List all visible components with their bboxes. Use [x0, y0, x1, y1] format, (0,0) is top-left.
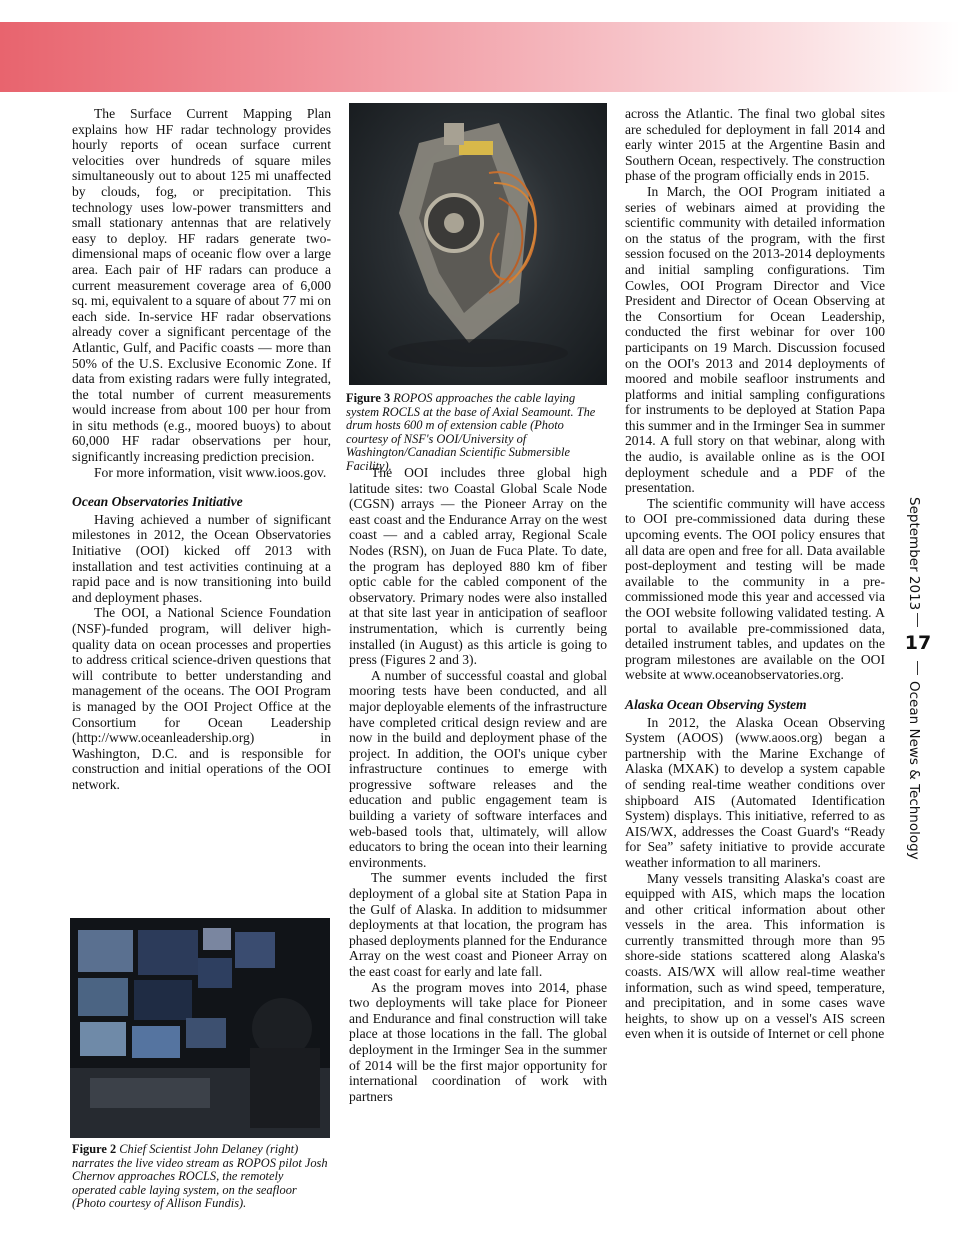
paragraph: across the Atlantic. The final two global sites are scheduled for deployment in fall 2014 and early winter 2015 at the Argentine Basin and Southern Ocean, respectively. The construction phase of the program officially ends in 2015.	[625, 106, 885, 184]
section-heading: Alaska Ocean Observing System	[625, 696, 807, 712]
article-column-1	[72, 106, 331, 793]
rov-illustration	[349, 103, 607, 385]
figure-3-caption	[346, 392, 606, 474]
paragraph: In 2012, the Alaska Ocean Observing System (AOOS) (www.aoos.org) began a partnership with the Marine Exchange of Alaska (MXAK) to develop a system capable of sending real-time weather conditions over shipboard AIS (Automated Identification System) displays. This initiative, referred to as AIS/WX, addresses the Coast Guard's “Ready for Sea” safety initiative to provide accurate weather information to all mariners.	[625, 714, 885, 870]
paragraph: The Surface Current Mapping Plan explains how HF radar technology provides hourly reports of ocean surface current velocities over hundreds of square miles simultaneously out to about 125 mi unaffected by clouds, fog, or precipitation. This technology uses low-power transmitters and small stationary antennas that are relatively easy to deploy. HF radars generate two-dimensional maps of oceanic flow over a large area. Each pair of HF radars can produce a current measurement coverage area of 6,000 sq. mi, equivalent to a square of about 77 mi on each side. In-service HF radar observations already cover a significant percentage of the Atlantic, Gulf, and Pacific coasts — more than 50% of the U.S. Exclusive Economic Zone. If data from existing radars were fully integrated, the total number of current measurements would increase from about 100 per hour from in situ methods (e.g., moored buoys) to about 60,000 HF radar observations per hour, significantly increasing prediction precision.	[72, 106, 331, 465]
page-sidebar	[900, 495, 936, 860]
paragraph: As the program moves into 2014, phase two deployments will take place for Pioneer and Endurance and final construction will take place at those locations in the fall. The global deployment in the Irminger Sea in the summer of 2014 will be the first major opportunity for international coordination of work with partners	[349, 979, 607, 1104]
magazine-name: Ocean News & Technology	[906, 681, 922, 860]
divider	[917, 613, 918, 627]
paragraph: The OOI includes three global high latitude sites: two Coastal Global Scale Node (CGSN) arrays — the Pioneer Array on the east coast and the Endurance Array on the west coast — and a cabled array, Regional Scale Nodes (RSN), on Juan de Fuca Plate. To date, the program has deployed 880 km of fiber optic cable for the cabled component of the observatory. Primary nodes were also installed at that site last year in anticipation of seafloor instrumentation, which is currently being installed (in August) as this article is going to press (Figures 2 and 3).	[349, 465, 607, 668]
paragraph: The OOI, a National Science Foundation (NSF)-funded program, will deliver high-quality data on ocean processes and properties to address critical science-driven questions that will contribute to better understanding and management of the oceans. The OOI Program is managed by the OOI Project Office at the Consortium for Ocean Leadership (http://www.oceanleadership.org) in Washington, D.C. and is responsible for construction and initial operations of the OOI network.	[72, 605, 331, 792]
paragraph: The summer events included the first deployment of a global site at Station Papa in the Gulf of Alaska. In addition to midsummer deployments at that location, the program has phased deployments planned for the Endurance Array on the west coast and Pioneer Array on the east coast for early and late fall.	[349, 870, 607, 979]
control-room-illustration	[70, 918, 330, 1138]
figure-label: Figure 2	[72, 1142, 117, 1156]
figure-3-photo	[349, 103, 607, 385]
figure-2-photo	[70, 918, 330, 1138]
figure-2-caption	[72, 1143, 330, 1211]
paragraph: In March, the OOI Program initiated a series of webinars aimed at providing the scientific community with detailed information on the status of the program, with the first session focused on the 2013-2014 deployments and initial sampling configurations. Tim Cowles, OOI Program Director and Vice President and Director of Ocean Observing at the Consortium for Ocean Leadership, conducted the first webinar for over 100 participants on 19 March. Discussion focused on the OOI's 2013 and 2014 deployments of moored and mobile seafloor instruments and platforms and initial sampling configurations for instruments to be deployed at Station Papa this summer and in the Irminger Sea in summer 2014. A full story on that webinar, along with the audio, is available online as is the OOI deployment schedule and a PDF of the presentation.	[625, 183, 885, 496]
figure-label: Figure 3	[346, 391, 391, 405]
divider	[917, 661, 918, 675]
caption-text: Chief Scientist John Delaney (right) narrates the live video stream as ROPOS pilot Josh Chernov approaches ROCLS, the remotely operated cable laying system, on the seafloor (Photo courtesy of Allison Fundis).	[72, 1142, 328, 1211]
caption-text: ROPOS approaches the cable laying system ROCLS at the base of Axial Seamount. The drum hosts 600 m of extension cable (Photo courtesy of NSF's OOI/University of Washington/Canadian Scientific Submersible Facility).	[346, 391, 596, 473]
page-number: 17	[904, 632, 932, 654]
article-column-2	[349, 465, 607, 1104]
issue-date: September 2013	[906, 497, 922, 611]
paragraph: A number of successful coastal and global mooring tests have been conducted, and all major deployable elements of the infrastructure have completed critical design review and are now in the build and deployment phase of the project. In addition, the OOI's unique cyber infrastructure continues to emerge with progressive software releases and the education and public engagement team is building a variety of software interfaces and web-based tools that, ultimately, will allow educators to bring the ocean into their learning environments.	[349, 667, 607, 870]
header-banner	[0, 22, 960, 92]
article-column-3	[625, 106, 885, 1042]
section-heading: Ocean Observatories Initiative	[72, 494, 243, 510]
paragraph: Many vessels transiting Alaska's coast are equipped with AIS, which maps the location and other critical information about other vessels in the area. This information is currently transmitted through more than 95 shore-side stations scattered along Alaska's coasts. AIS/WX will allow real-time weather information, such as wind speed, temperature, and precipitation, and in some cases wave heights, to show up on a vessel's AIS screen even when it is outside of Internet or cell phone	[625, 870, 885, 1042]
paragraph: Having achieved a number of significant milestones in 2012, the Ocean Observatories Initiative (OOI) kicked off 2013 with installation and test activities continuing at a rapid pace and is now transitioning into build and deployment phases.	[72, 511, 331, 605]
paragraph: For more information, visit www.ioos.gov.	[94, 464, 327, 480]
paragraph: The scientific community will have access to OOI pre-commissioned data during these upcoming events. The OOI policy ensures that all data are open and free for all. Data available post-deployment and testing will be made available to the community in a pre-commissioned mode this year and accessed via the OOI website following validated testing. A portal to available pre-commissioned data, detailed instrument tables, and updates on the program milestones are available on the OOI website at www.oceanobservatories.org.	[625, 495, 885, 683]
